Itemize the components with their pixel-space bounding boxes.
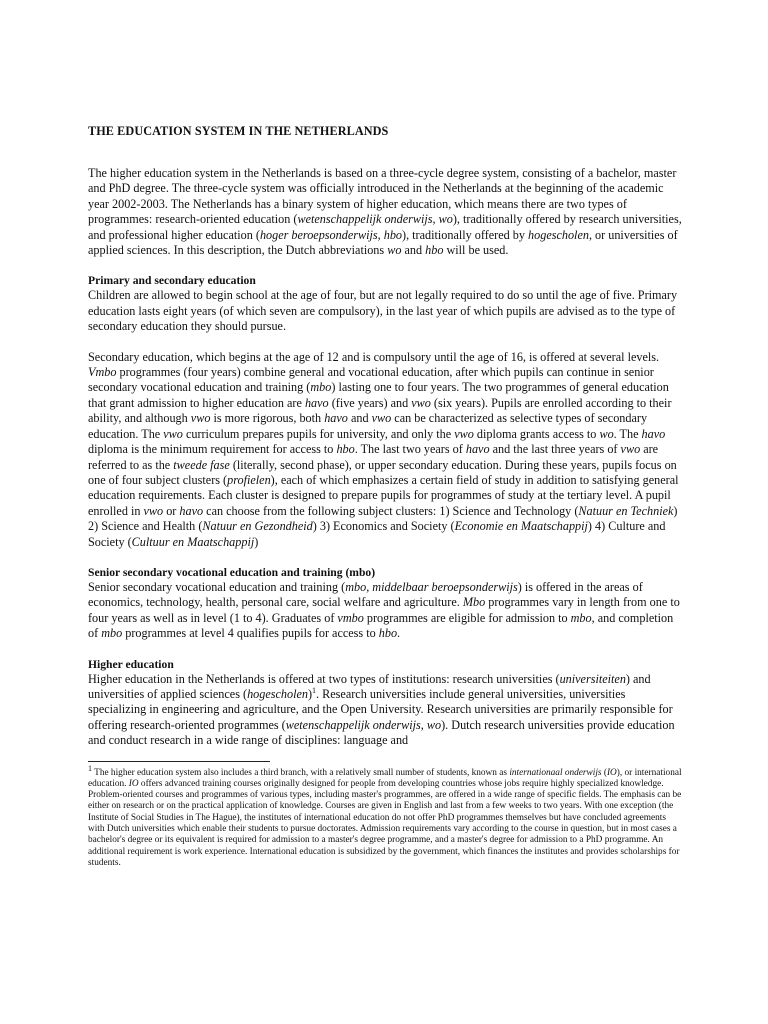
text-run: (five years) and	[328, 395, 412, 410]
text-run: (six years). Pupils are enrolled according to their ability, and although	[88, 395, 672, 426]
footnote-marker: 1	[312, 685, 317, 695]
higher-education-paragraph	[88, 672, 682, 749]
mbo-paragraph	[88, 580, 682, 642]
text-run: ,	[377, 227, 384, 242]
text-run: . The	[613, 426, 642, 441]
footnote-divider	[88, 761, 270, 762]
italic-term: hbo	[336, 442, 355, 457]
text-run: Children are allowed to begin school at the age of four, but are not legally required to do so until the age of five. Primary education lasts eight years (of which seven are compulsory), in the last year of which pupils are advised as to the type of secondary education they should pursue.	[88, 288, 678, 334]
text-run: programmes (four years) combine general and vocational education, after which pupils can continue in senior secondary vocational education and training (	[88, 365, 654, 395]
italic-term: profielen	[227, 472, 271, 487]
italic-term: vwo	[143, 503, 164, 518]
italic-term: vwo	[163, 426, 183, 441]
italic-term: Vmbo	[88, 365, 117, 380]
text-run: ), traditionally offered by	[402, 227, 529, 242]
text-run: diploma grants access to	[473, 426, 600, 441]
text-run: . Research universities include general universities, universities specializing in engineering and agriculture, and the Open University. Research universities are primarily responsible for offering research-oriented programmes (	[88, 686, 673, 732]
text-run: can choose from the following subject clusters: 1) Science and Technology (	[203, 503, 579, 518]
text-run: offers advanced training courses originally designed for people from developing countries whose jobs require highly specialized knowledge. Problem-oriented courses and programmes of various types, including master's programmes, are offered in a wide range of specific fields. The emphasis can be either on research or on the practical application of knowledge. Courses are given in English and last from a few weeks to two years. With one exception (the Institute of Social Studies in The Hague), the institutes of international education do not offer PhD programmes themselves but have concluded agreements with Dutch universities which enable their students to pursue doctorates. Admission requirements vary according to the course in question, but in most cases a bachelor's degree or its equivalent is required for admission to a master's degree programme, and a master's degree for admission to a PhD programme. An additional requirement is work experience. International education is subsidized by the government, which finances the institutes and provides scholarships for students.	[88, 778, 682, 868]
italic-term: vwo	[454, 426, 474, 441]
text-run: ). Dutch research universities provide education and conduct research in a wide range of disciplines: language and	[88, 717, 675, 748]
text-run: and	[401, 243, 426, 258]
italic-term: vwo	[371, 411, 392, 426]
text-run: curriculum prepares pupils for university, and only the	[182, 426, 455, 441]
footnote-marker: 1	[88, 763, 92, 773]
italic-term: havo	[641, 426, 666, 441]
italic-term: Mbo	[462, 595, 486, 610]
text-run: is more rigorous, both	[210, 411, 325, 426]
text-run: Senior secondary vocational education and training (	[88, 579, 346, 594]
text-run: will be used.	[443, 243, 509, 258]
text-run: ) 3) Economics and Society (	[312, 519, 455, 534]
spacer	[88, 335, 682, 350]
spacer	[88, 642, 682, 657]
text-run: ), or international education.	[88, 767, 682, 789]
italic-term: Economie en Maatschappij	[454, 519, 588, 534]
text-run: and	[347, 411, 372, 426]
text-run: programmes vary in length from one to four years as well as in level (1 to 4). Graduates of	[88, 595, 680, 625]
primary-secondary-heading: Primary and secondary education	[88, 274, 256, 288]
italic-term: IO	[128, 778, 139, 789]
italic-term: wo	[599, 426, 614, 441]
secondary-paragraph	[88, 350, 682, 550]
text-run: .	[397, 626, 401, 641]
italic-term: internationaal onderwijs	[509, 767, 602, 778]
text-run: are referred to as the	[88, 442, 659, 472]
italic-term: tweede fase	[173, 457, 230, 472]
italic-term: vwo	[411, 395, 431, 410]
italic-term: Natuur en Gezondheid	[202, 519, 313, 534]
italic-term: hbo	[425, 243, 444, 258]
text-run: or	[163, 503, 180, 518]
text-run: . The last two years of	[354, 442, 466, 457]
spacer	[88, 258, 682, 273]
text-run: diploma is the minimum requirement for access to	[88, 442, 337, 457]
text-run: Higher education in the Netherlands is offered at two types of institutions: research universities (	[88, 671, 560, 686]
italic-term: mbo	[101, 626, 123, 641]
italic-term: havo	[324, 411, 348, 426]
higher-education-heading: Higher education	[88, 657, 174, 671]
italic-term: wo	[438, 212, 453, 227]
italic-term: vwo	[620, 442, 641, 457]
italic-term: Cultuur en Maatschappij	[131, 534, 255, 549]
italic-term: mbo	[310, 380, 332, 395]
text-run: )	[307, 686, 313, 701]
intro-paragraph	[88, 166, 682, 258]
text-run: ) 2) Science and Health (	[88, 503, 678, 534]
italic-term: hbo	[378, 626, 398, 641]
text-run: ), each of which emphasizes a certain field of study in addition to satisfying general education requirements. Each cluster is designed to prepare pupils for programmes of study at the tertiary level. A pupil enrolled in	[88, 472, 679, 518]
italic-term: mbo	[570, 610, 592, 625]
mbo-heading: Senior secondary vocational education and training (mbo)	[88, 565, 376, 579]
text-run: Secondary education, which begins at the age of 12 and is compulsory until the age of 16, is offered at several levels.	[88, 349, 660, 364]
italic-term: vmbo	[337, 610, 364, 625]
spacer	[88, 550, 682, 565]
italic-term: wetenschappelijk onderwijs	[297, 212, 433, 227]
text-run: )	[254, 534, 259, 549]
text-run: programmes at level 4 qualifies pupils for access to	[122, 626, 379, 641]
text-run: ) 4) Culture and Society (	[88, 519, 666, 549]
text-run: The higher education system in the Netherlands is based on a three-cycle degree system, consisting of a bachelor, master and PhD degree. The three-cycle system was officially introduced in the Netherlands at the beginning of the academic year 2002-2003. The Netherlands has a binary system of higher education, which means there are two types of programmes: research-oriented education (	[88, 166, 677, 227]
text-run: ,	[432, 212, 439, 227]
italic-term: wo	[387, 243, 402, 258]
text-run: ), traditionally offered by research universities, and professional higher education (	[88, 212, 682, 242]
text-run: (	[601, 767, 607, 778]
footnote	[88, 763, 682, 870]
italic-term: havo	[304, 395, 329, 410]
italic-term: hogescholen	[247, 686, 308, 701]
italic-term: havo	[179, 503, 204, 518]
italic-term: wetenschappelijk onderwijs, wo	[285, 717, 442, 732]
text-run: The higher education system also includes a third branch, with a relatively small number of students, known as	[92, 767, 510, 778]
document-title: THE EDUCATION SYSTEM IN THE NETHERLANDS	[88, 124, 389, 138]
italic-term: hogescholen	[528, 227, 589, 242]
italic-term: havo	[465, 442, 490, 457]
text-run: can be characterized as selective types of secondary education. The	[88, 411, 648, 441]
text-run: programmes are eligible for admission to	[363, 610, 571, 625]
italic-term: hoger beroepsonderwijs	[259, 227, 378, 242]
italic-term: Natuur en Techniek	[578, 503, 674, 518]
primary-paragraph	[88, 288, 682, 334]
italic-term: mbo, middelbaar beroepsonderwijs	[345, 579, 518, 594]
text-run: , and completion of	[88, 610, 674, 641]
text-run: (literally, second phase), or upper secondary education. During these years, pupils focus on one of four subject clusters (	[88, 457, 677, 487]
italic-term: universiteiten	[559, 671, 626, 686]
text-run: ) is offered in the areas of economics, technology, health, personal care, social welfare and agriculture.	[88, 579, 643, 610]
text-run: , or universities of applied sciences. In this description, the Dutch abbreviations	[88, 227, 678, 258]
italic-term: IO	[606, 767, 617, 778]
text-run: ) lasting one to four years. The two programmes of general education that grant admission to higher education are	[88, 380, 669, 410]
text-run: and the last three years of	[489, 442, 621, 457]
text-run: ) and universities of applied sciences (	[88, 671, 651, 701]
italic-term: hbo	[383, 227, 403, 242]
italic-term: vwo	[190, 411, 211, 426]
